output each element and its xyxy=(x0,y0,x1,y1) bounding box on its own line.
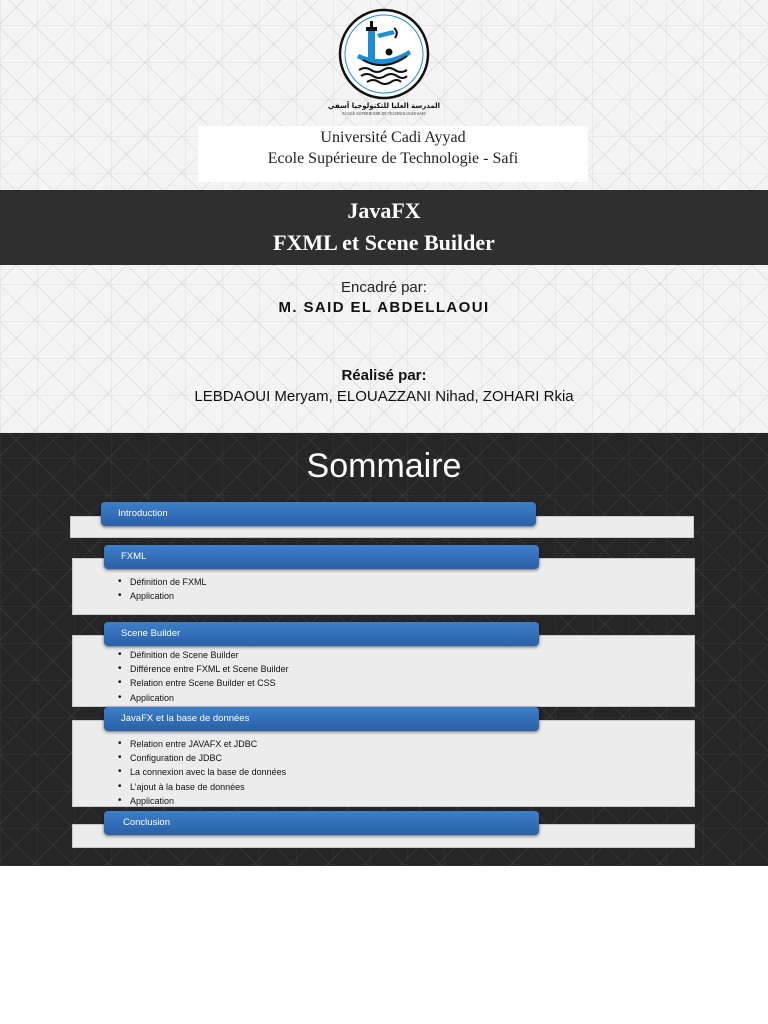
list-item: • Définition de Scene Builder xyxy=(118,648,289,662)
section-title: FXML xyxy=(121,551,147,562)
section-title: Scene Builder xyxy=(121,628,181,639)
supervisor-name: M. SAID EL ABDELLAOUI xyxy=(278,299,490,316)
school-name: Ecole Supérieure de Technologie - Safi xyxy=(267,150,519,167)
title-slide xyxy=(0,0,768,433)
list-item: • Définition de FXML xyxy=(118,575,207,589)
title-band xyxy=(0,190,768,265)
section-header-database xyxy=(104,707,539,731)
summary-slide xyxy=(0,433,768,866)
logo-caption xyxy=(320,102,448,122)
section-header-conclusion xyxy=(104,811,539,835)
section-title: Conclusion xyxy=(123,817,170,828)
university-name: Université Cadi Ayyad xyxy=(320,129,466,146)
institution-box xyxy=(198,126,588,182)
school-logo xyxy=(337,8,431,100)
list-item: • Application xyxy=(118,794,286,808)
logo-caption-french: ECOLE SUPERIEURE DE TECHNOLOGIE SAFI xyxy=(342,111,426,116)
section-header-scene-builder xyxy=(104,622,539,646)
list-item: • Application xyxy=(118,589,207,603)
logo-caption-arabic: المدرسة العليا للتكنولوجيا آسفي xyxy=(327,102,441,110)
list-item: • Relation entre Scene Builder et CSS xyxy=(118,676,289,690)
authors-names: LEBDAOUI Meryam, ELOUAZZANI Nihad, ZOHARI Rkia xyxy=(194,388,574,405)
summary-title: Sommaire xyxy=(306,447,462,485)
supervisor-label: Encadré par: xyxy=(341,279,427,296)
section-items-fxml xyxy=(118,575,207,603)
presentation-title: JavaFX xyxy=(347,198,421,223)
list-item: • La connexion avec la base de données xyxy=(118,765,286,779)
presentation-subtitle: FXML et Scene Builder xyxy=(273,230,495,255)
section-items-database xyxy=(118,737,286,808)
list-item: • Relation entre JAVAFX et JDBC xyxy=(118,737,286,751)
section-title: JavaFX et la base de données xyxy=(121,713,250,724)
list-item: • Différence entre FXML et Scene Builder xyxy=(118,662,289,676)
list-item: • L’ajout à la base de données xyxy=(118,780,286,794)
list-item: • Configuration de JDBC xyxy=(118,751,286,765)
section-header-fxml xyxy=(104,545,539,569)
list-item: • Application xyxy=(118,691,289,705)
section-header-introduction xyxy=(101,502,536,526)
section-items-scene-builder xyxy=(118,648,289,705)
authors-label: Réalisé par: xyxy=(341,367,427,384)
section-title: Introduction xyxy=(118,508,168,519)
